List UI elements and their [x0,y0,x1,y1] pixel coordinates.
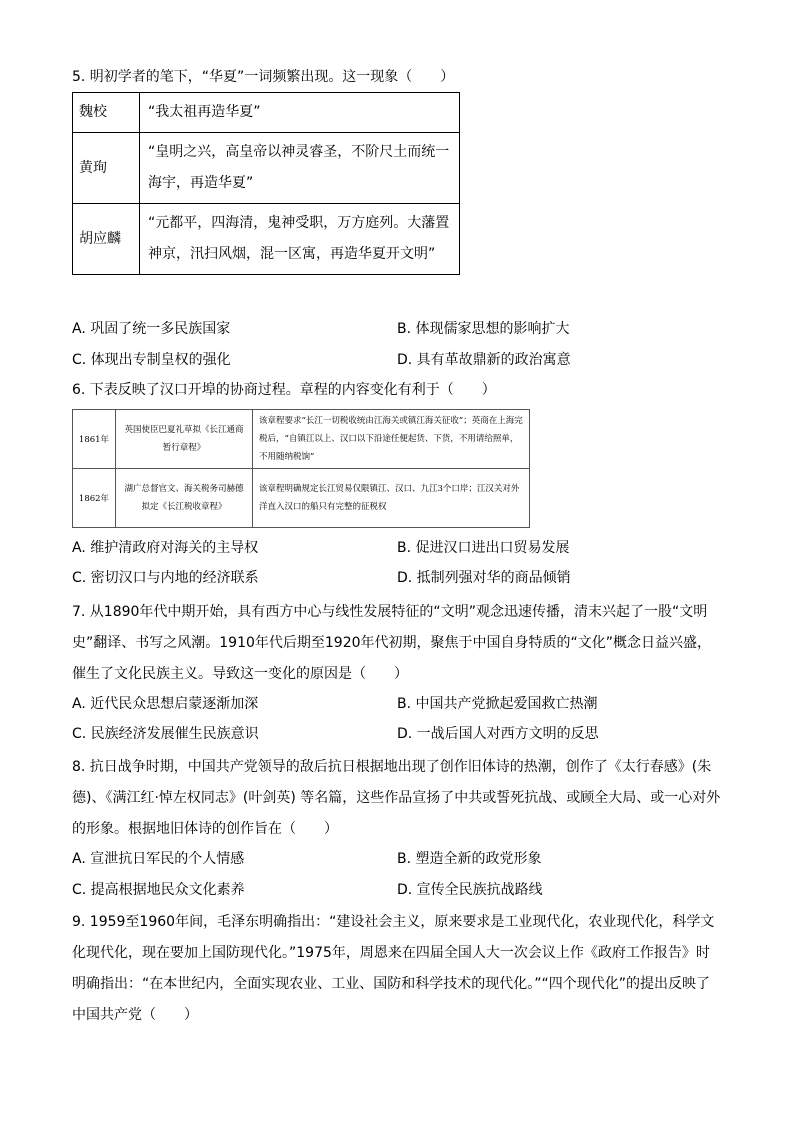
scholar-name: 胡应麟 [73,204,140,275]
year-cell: 1862年 [73,469,116,528]
option-c[interactable]: C. 提高根据地民众文化素养 [72,882,245,898]
table-row [73,410,530,469]
scholar-name: 黄珣 [73,133,140,204]
drafter-cell: 湖广总督官文、海关税务司赫德拟定《长江税收章程》 [116,469,253,528]
question-6-table [72,409,530,528]
option-b[interactable]: B. 中国共产党掀起爱国救亡热潮 [397,696,598,712]
scholar-quote: “我太祖再造华夏” [140,93,460,133]
option-d[interactable]: D. 抵制列强对华的商品倾销 [397,570,571,586]
question-7-stem: 7. 从1890年代中期开始，具有西方中心与线性发展特征的“文明”观念迅速传播，清末兴起了一股“文明史”翻译、书写之风潮。1910年代后期至1920年代初期，聚焦于中国自身特质的“文化”概念日益兴盛，催生了文化民族主义。导致这一变化的原因是（ ） [72,604,712,682]
option-c[interactable]: C. 体现出专制皇权的强化 [72,352,231,368]
year-cell: 1861年 [73,410,116,469]
question-9-stem: 9. 1959至1960年间，毛泽东明确指出：“建设社会主义，原来要求是工业现代化，农业现代化，科学文化现代化，现在要加上国防现代化。”1975年，周恩来在四届全国人大一次会议上作《政府工作报告》时明确指出：“在本世纪内，全面实现农业、工业、国防和科学技术的现代化。”“四个现代化”的提出反映了中国共产党（ ） [72,914,715,1023]
option-b[interactable]: B. 体现儒家思想的影响扩大 [397,321,570,337]
option-b[interactable]: B. 塑造全新的政党形象 [397,851,542,867]
question-5-table [72,92,460,275]
option-d[interactable]: D. 一战后国人对西方文明的反思 [397,726,599,742]
rule-cell: 该章程明确规定长江贸易仅限镇江、汉口、九江3个口岸；江汉关对外洋直入汉口的船只有完整的征税权 [253,469,530,528]
option-b[interactable]: B. 促进汉口进出口贸易发展 [397,540,570,556]
table-row [73,469,530,528]
table-row [73,93,460,133]
option-a[interactable]: A. 近代民众思想启蒙逐渐加深 [72,696,259,712]
question-5-stem: 5. 明初学者的笔下，“华夏”一词频繁出现。这一现象（ ） [72,69,455,85]
option-d[interactable]: D. 宣传全民族抗战路线 [397,882,543,898]
question-8-stem: 8. 抗日战争时期，中国共产党领导的敌后抗日根据地出现了创作旧体诗的热潮，创作了《太行春感》(朱德)、《满江红·悼左权同志》(叶剑英) 等名篇，这些作品宣扬了中共或誓死抗战、或顾全大局、或一心对外的形象。根据地旧体诗的创作旨在（ ） [72,759,721,837]
scholar-name: 魏校 [73,93,140,133]
scholar-quote: “元都平，四海清，鬼神受职，万方庭列。大藩置神京，汛扫风烟，混一区寓，再造华夏开文明” [140,204,460,275]
option-a[interactable]: A. 维护清政府对海关的主导权 [72,540,259,556]
drafter-cell: 英国使臣巴夏礼草拟《长江通商暂行章程》 [116,410,253,469]
scholar-quote: “皇明之兴，高皇帝以神灵睿圣，不阶尺土而统一海宇，再造华夏” [140,133,460,204]
option-a[interactable]: A. 宣泄抗日军民的个人情感 [72,851,245,867]
option-c[interactable]: C. 民族经济发展催生民族意识 [72,726,259,742]
option-c[interactable]: C. 密切汉口与内地的经济联系 [72,570,259,586]
rule-cell: 该章程要求“长江一切税收统由江海关或镇江海关征收”；英商在上海完税后，“自镇江以上、汉口以下沿途任便起货、下货，不用请给照单，不用随纳税饷” [253,410,530,469]
table-row [73,204,460,275]
option-d[interactable]: D. 具有革故鼎新的政治寓意 [397,352,571,368]
table-row [73,133,460,204]
option-a[interactable]: A. 巩固了统一多民族国家 [72,321,231,337]
question-6-stem: 6. 下表反映了汉口开埠的协商过程。章程的内容变化有利于（ ） [72,382,496,398]
